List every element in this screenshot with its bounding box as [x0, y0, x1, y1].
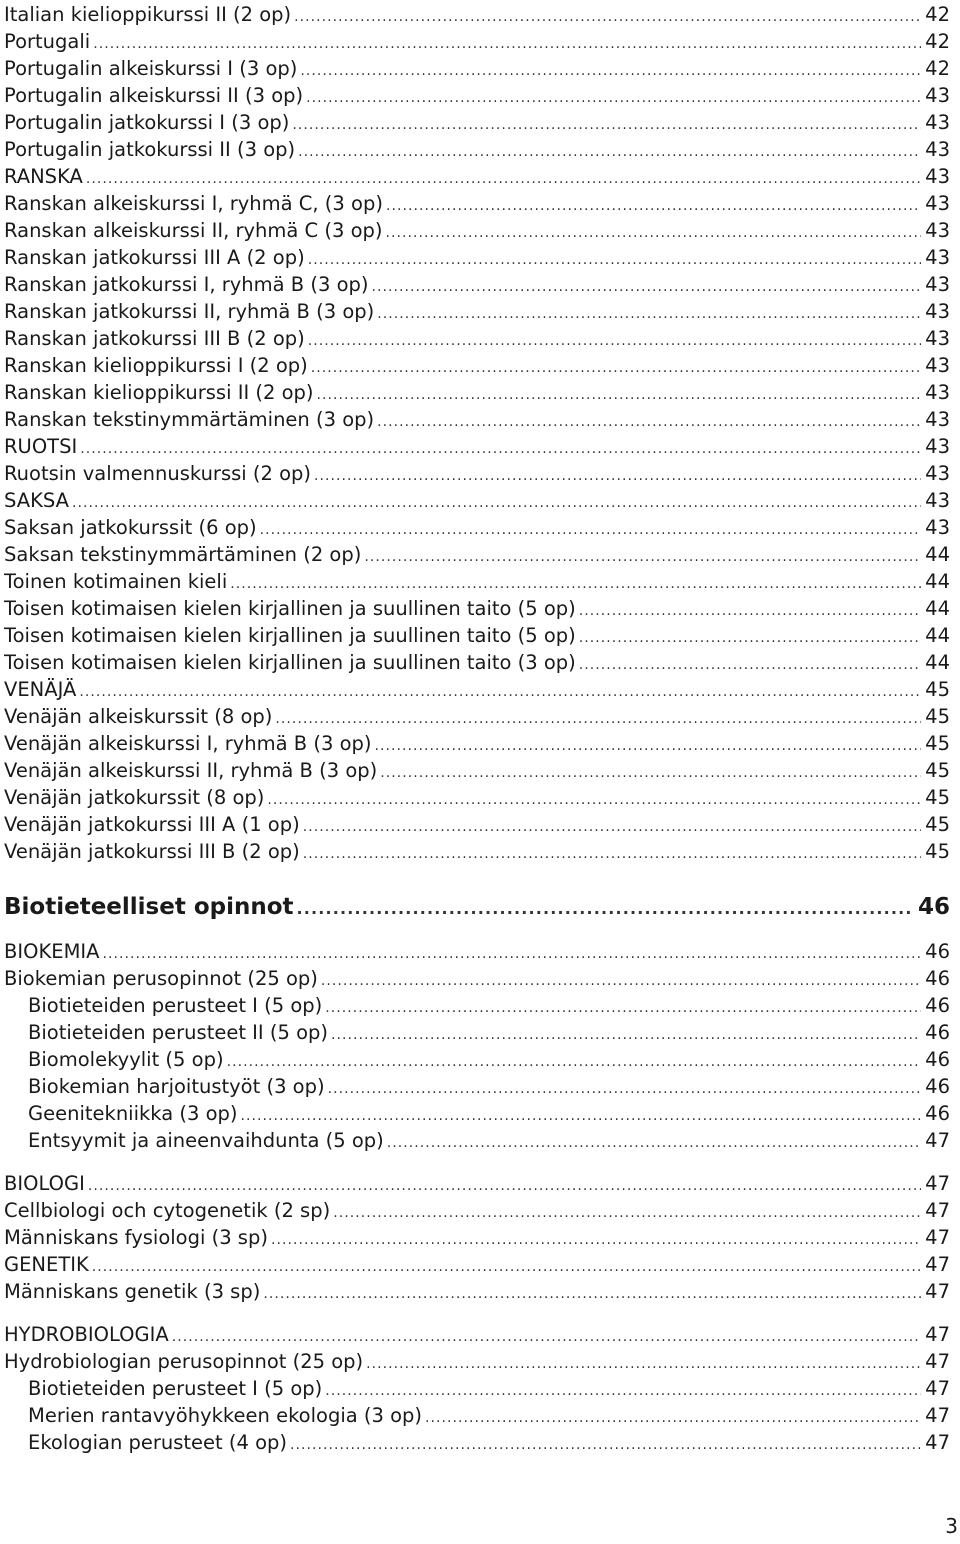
dot-leader: [227, 1046, 922, 1073]
dot-leader: [275, 703, 921, 730]
dot-leader: [364, 541, 921, 568]
toc-entry-title: GENETIK: [4, 1253, 89, 1276]
toc-entry[interactable]: [4, 838, 950, 865]
dot-leader: [579, 649, 921, 676]
toc-entry-page: 47: [925, 1431, 950, 1454]
toc-entry-title: Ruotsin valmennuskurssi (2 op): [4, 462, 312, 485]
toc-entry-page: 47: [925, 1253, 950, 1276]
dot-leader: [386, 217, 922, 244]
toc-subentry[interactable]: [28, 1402, 950, 1429]
toc-entry[interactable]: [4, 82, 950, 109]
toc-entry[interactable]: [4, 811, 950, 838]
toc-entry-title: Ranskan jatkokurssi III B (2 op): [4, 327, 305, 350]
toc-entry-title: Saksan jatkokurssit (6 op): [4, 516, 257, 539]
toc-entry-page: 43: [925, 381, 950, 404]
toc-entry-page: 43: [925, 435, 950, 458]
dot-leader: [300, 55, 921, 82]
toc-entry[interactable]: [4, 730, 950, 757]
dot-leader: [241, 1100, 922, 1127]
toc-entry-page: 47: [925, 1129, 950, 1152]
toc-entry-page: 44: [925, 597, 950, 620]
toc-entry[interactable]: [4, 1321, 950, 1348]
toc-entry-page: 44: [925, 543, 950, 566]
dot-leader: [271, 1224, 921, 1251]
toc-entry-title: SAKSA: [4, 489, 69, 512]
toc-entry[interactable]: [4, 163, 950, 190]
toc-entry[interactable]: [4, 487, 950, 514]
toc-entry[interactable]: [4, 757, 950, 784]
dot-leader: [331, 1019, 921, 1046]
toc-entry[interactable]: [4, 938, 950, 965]
toc-entry-page: 46: [917, 894, 950, 920]
dot-leader: [377, 406, 921, 433]
toc-entry-title: Ekologian perusteet (4 op): [28, 1431, 288, 1454]
toc-entry[interactable]: [4, 325, 950, 352]
toc-entry-title: Biokemian perusopinnot (25 op): [4, 967, 318, 990]
toc-entry-page: 43: [925, 138, 950, 161]
toc-entry[interactable]: [4, 406, 950, 433]
dot-leader: [79, 676, 921, 703]
toc-entry-page: 43: [925, 84, 950, 107]
toc-entry-title: Entsyymit ja aineenvaihdunta (5 op): [28, 1129, 384, 1152]
toc-entry[interactable]: [4, 514, 950, 541]
toc-entry-page: 47: [925, 1377, 950, 1400]
toc-entry[interactable]: [4, 28, 950, 55]
dot-leader: [386, 190, 921, 217]
dot-leader: [172, 1321, 921, 1348]
dot-leader: [92, 1251, 921, 1278]
toc-subentry[interactable]: [28, 992, 950, 1019]
toc-entry-title: Portugalin alkeiskurssi I (3 op): [4, 57, 298, 80]
dot-leader: [377, 298, 921, 325]
toc-entry-title: RUOTSI: [4, 435, 78, 458]
dot-leader: [93, 28, 921, 55]
toc-entry-page: 45: [925, 813, 950, 836]
dot-leader: [88, 1170, 921, 1197]
toc-entry-page: 43: [925, 165, 950, 188]
toc-entry-page: 45: [925, 759, 950, 782]
toc-entry-page: 46: [925, 994, 950, 1017]
dot-leader: [303, 811, 921, 838]
toc-entry[interactable]: [4, 379, 950, 406]
toc-entry-page: 46: [925, 1102, 950, 1125]
toc-entry-title: Portugalin jatkokurssi I (3 op): [4, 111, 290, 134]
toc-entry[interactable]: [4, 109, 950, 136]
toc-entry-title: Venäjän alkeiskurssi I, ryhmä B (3 op): [4, 732, 372, 755]
toc-entry-title: Ranskan jatkokurssi II, ryhmä B (3 op): [4, 300, 375, 323]
toc-entry-title: Portugalin alkeiskurssi II (3 op): [4, 84, 304, 107]
toc-entry-title: Portugali: [4, 30, 91, 53]
dot-leader: [72, 487, 921, 514]
toc-entry[interactable]: [4, 784, 950, 811]
toc-entry-page: 47: [925, 1350, 950, 1373]
toc-entry-title: Italian kielioppikurssi II (2 op): [4, 3, 292, 26]
toc-entry-title: Toisen kotimaisen kielen kirjallinen ja suullinen taito (5 op): [4, 597, 576, 620]
toc-entry-page: 46: [925, 940, 950, 963]
toc-entry-page: 45: [925, 786, 950, 809]
dot-leader: [333, 1197, 921, 1224]
toc-entry[interactable]: [4, 703, 950, 730]
toc-entry-title: Ranskan jatkokurssi I, ryhmä B (3 op): [4, 273, 369, 296]
toc-entry-page: 43: [925, 192, 950, 215]
toc-entry-title: Människans genetik (3 sp): [4, 1280, 261, 1303]
dot-leader: [387, 1127, 921, 1154]
toc-entry-page: 45: [925, 840, 950, 863]
toc-entry-page: 42: [925, 30, 950, 53]
toc-entry[interactable]: [4, 965, 950, 992]
toc-entry-page: 45: [925, 705, 950, 728]
toc-entry-title: Geenitekniikka (3 op): [28, 1102, 238, 1125]
toc-entry-title: Ranskan tekstinymmärtäminen (3 op): [4, 408, 375, 431]
toc-entry-page: 46: [925, 967, 950, 990]
toc-entry-page: 43: [925, 516, 950, 539]
dot-leader: [375, 730, 922, 757]
toc-entry-title: BIOKEMIA: [4, 940, 100, 963]
toc-entry[interactable]: [4, 1197, 950, 1224]
toc-entry-page: 47: [925, 1199, 950, 1222]
dot-leader: [317, 379, 922, 406]
toc-subentry[interactable]: [28, 1429, 950, 1456]
toc-entry-page: 43: [925, 327, 950, 350]
toc-entry[interactable]: [4, 1251, 950, 1278]
dot-leader: [267, 784, 921, 811]
toc-entry-title: Portugalin jatkokurssi II (3 op): [4, 138, 296, 161]
dot-leader: [290, 1429, 921, 1456]
toc-entry-title: HYDROBIOLOGIA: [4, 1323, 169, 1346]
toc-entry[interactable]: [4, 460, 950, 487]
toc-entry-title: Biokemian harjoitustyöt (3 op): [28, 1075, 325, 1098]
toc-entry-title: Saksan tekstinymmärtäminen (2 op): [4, 543, 362, 566]
toc-entry-page: 43: [925, 489, 950, 512]
dot-leader: [260, 514, 922, 541]
toc-entry[interactable]: [4, 568, 950, 595]
dot-leader: [292, 109, 921, 136]
toc-entry-title: Toisen kotimaisen kielen kirjallinen ja suullinen taito (3 op): [4, 651, 576, 674]
toc-subentry[interactable]: [28, 1046, 950, 1073]
toc-entry[interactable]: [4, 136, 950, 163]
dot-leader: [230, 568, 921, 595]
toc-entry-page: 43: [925, 354, 950, 377]
toc-entry-title: Hydrobiologian perusopinnot (25 op): [4, 1350, 364, 1373]
toc-entry-page: 43: [925, 273, 950, 296]
toc-entry-page: 47: [925, 1280, 950, 1303]
toc-entry-page: 43: [925, 219, 950, 242]
dot-leader: [294, 1, 921, 28]
dot-leader: [263, 1278, 921, 1305]
toc-entry-title: Ranskan kielioppikurssi I (2 op): [4, 354, 308, 377]
toc-entry-page: 47: [925, 1323, 950, 1346]
dot-leader: [366, 1348, 921, 1375]
toc-entry[interactable]: [4, 1348, 950, 1375]
toc-entry-page: 47: [925, 1226, 950, 1249]
toc-entry-title: Biotieteiden perusteet II (5 op): [28, 1021, 329, 1044]
dot-leader: [103, 938, 922, 965]
toc-subentry[interactable]: [28, 1019, 950, 1046]
dot-leader: [303, 838, 921, 865]
toc-entry[interactable]: [4, 1, 950, 28]
toc-entry[interactable]: [4, 595, 950, 622]
toc-subentry[interactable]: [28, 1073, 950, 1100]
toc-entry-page: 43: [925, 300, 950, 323]
toc-entry-title: Merien rantavyöhykkeen ekologia (3 op): [28, 1404, 423, 1427]
toc-entry-title: Biomolekyylit (5 op): [28, 1048, 224, 1071]
toc-entry[interactable]: [4, 1170, 950, 1197]
dot-leader: [328, 1073, 922, 1100]
toc-entry-page: 47: [925, 1172, 950, 1195]
toc-entry[interactable]: [4, 190, 950, 217]
dot-leader: [297, 891, 914, 923]
toc-entry[interactable]: [4, 1278, 950, 1305]
toc-entry[interactable]: [4, 622, 950, 649]
dot-leader: [425, 1402, 921, 1429]
toc-entry[interactable]: [4, 271, 950, 298]
toc-entry-title: Biotieteiden perusteet I (5 op): [28, 994, 323, 1017]
toc-entry-page: 46: [925, 1048, 950, 1071]
toc-entry-title: Toisen kotimaisen kielen kirjallinen ja suullinen taito (5 op): [4, 624, 576, 647]
dot-leader: [298, 136, 921, 163]
dot-leader: [311, 352, 921, 379]
toc-entry-title: BIOLOGI: [4, 1172, 85, 1195]
dot-leader: [325, 1375, 921, 1402]
toc-entry-title: Venäjän jatkokurssi III A (1 op): [4, 813, 300, 836]
toc-entry-title: Toinen kotimainen kieli: [4, 570, 228, 593]
toc-entry[interactable]: [4, 244, 950, 271]
toc-entry-title: Människans fysiologi (3 sp): [4, 1226, 268, 1249]
toc-entry-page: 44: [925, 624, 950, 647]
toc-entry-page: 44: [925, 570, 950, 593]
toc-entry-title: Venäjän alkeiskurssi II, ryhmä B (3 op): [4, 759, 378, 782]
toc-entry-page: 43: [925, 246, 950, 269]
toc-entry-page: 42: [925, 57, 950, 80]
toc-entry-page: 45: [925, 732, 950, 755]
toc-entry-page: 46: [925, 1075, 950, 1098]
dot-leader: [579, 595, 921, 622]
toc-entry-title: Biotieteiden perusteet I (5 op): [28, 1377, 323, 1400]
toc-entry-title: Ranskan kielioppikurssi II (2 op): [4, 381, 314, 404]
dot-leader: [325, 992, 921, 1019]
toc-entry[interactable]: [4, 55, 950, 82]
toc-entry[interactable]: [4, 541, 950, 568]
toc-entry-title: Cellbiologi och cytogenetik (2 sp): [4, 1199, 331, 1222]
toc-entry[interactable]: [4, 649, 950, 676]
dot-leader: [308, 244, 921, 271]
dot-leader: [308, 325, 921, 352]
toc-entry-title: Venäjän alkeiskurssit (8 op): [4, 705, 273, 728]
toc-entry-page: 43: [925, 408, 950, 431]
dot-leader: [380, 757, 921, 784]
toc-section-heading[interactable]: [4, 891, 950, 923]
toc-entry[interactable]: [4, 1224, 950, 1251]
toc-entry[interactable]: [4, 352, 950, 379]
toc-entry-title: Biotieteelliset opinnot: [4, 894, 294, 920]
toc-entry-page: 42: [925, 3, 950, 26]
toc-entry-title: Ranskan alkeiskurssi II, ryhmä C (3 op): [4, 219, 383, 242]
dot-leader: [579, 622, 921, 649]
toc-entry-title: Venäjän jatkokurssit (8 op): [4, 786, 265, 809]
toc-entry-title: Ranskan jatkokurssi III A (2 op): [4, 246, 305, 269]
toc-subentry[interactable]: [28, 1127, 950, 1154]
dot-leader: [314, 460, 921, 487]
toc-entry[interactable]: [4, 676, 950, 703]
toc-subentry[interactable]: [28, 1100, 950, 1127]
toc-entry-page: 46: [925, 1021, 950, 1044]
dot-leader: [306, 82, 921, 109]
toc-entry-page: 43: [925, 111, 950, 134]
toc-entry-page: 43: [925, 462, 950, 485]
dot-leader: [321, 965, 921, 992]
toc-entry-title: Ranskan alkeiskurssi I, ryhmä C, (3 op): [4, 192, 383, 215]
toc-entry-title: VENÄJÄ: [4, 678, 77, 701]
toc-entry[interactable]: [4, 433, 950, 460]
dot-leader: [86, 163, 921, 190]
dot-leader: [80, 433, 921, 460]
toc-entry-page: 45: [925, 678, 950, 701]
toc-entry-title: RANSKA: [4, 165, 83, 188]
page-number: 3: [945, 1514, 958, 1538]
toc-entry[interactable]: [4, 217, 950, 244]
toc-entry-title: Venäjän jatkokurssi III B (2 op): [4, 840, 300, 863]
toc-subentry[interactable]: [28, 1375, 950, 1402]
toc-entry-page: 47: [925, 1404, 950, 1427]
toc-entry[interactable]: [4, 298, 950, 325]
toc-entry-page: 44: [925, 651, 950, 674]
dot-leader: [372, 271, 922, 298]
